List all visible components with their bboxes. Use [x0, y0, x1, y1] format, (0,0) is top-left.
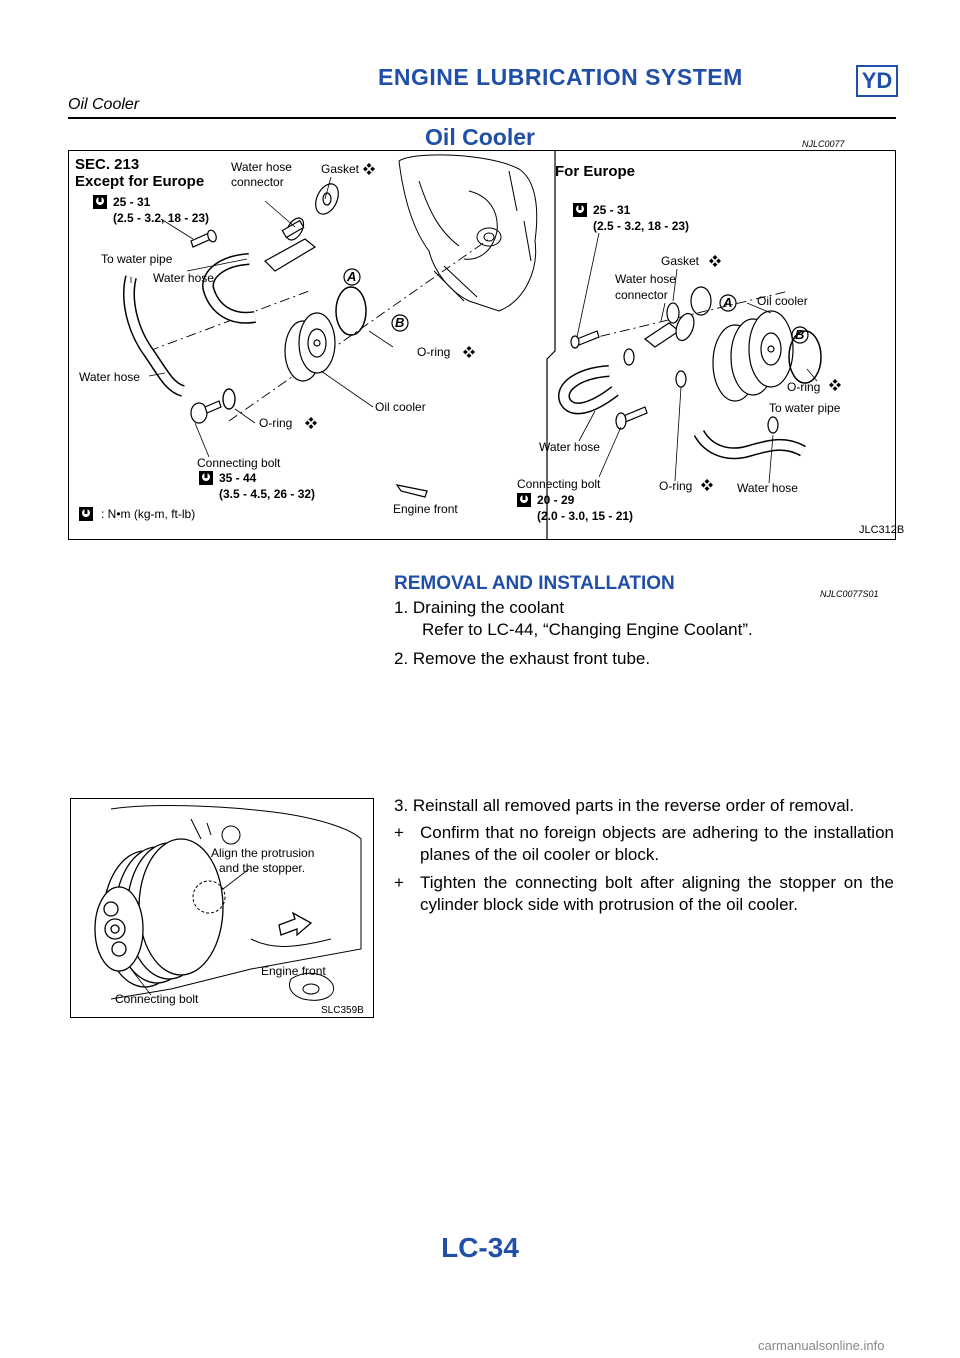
header-rule	[68, 117, 896, 119]
label-o-ring-r2: O-ring	[659, 479, 693, 493]
torque-icon	[199, 471, 213, 485]
label-o-ring-large: O-ring	[417, 345, 451, 359]
torque-icon	[517, 493, 531, 507]
mark-a-r: A	[723, 295, 733, 310]
bullet-mark: +	[394, 873, 404, 892]
torque-left-top-2: (2.5 - 3.2, 18 - 23)	[113, 211, 210, 225]
label-align-1: Align the protrusion	[211, 846, 315, 860]
label-to-water-pipe: To water pipe	[101, 252, 173, 266]
oil-cooler-alignment-diagram	[70, 798, 374, 1018]
mark-a: A	[347, 269, 357, 284]
header-title: ENGINE LUBRICATION SYSTEM	[378, 64, 743, 90]
removal-title: REMOVAL AND INSTALLATION	[394, 573, 675, 594]
torque-icon	[573, 203, 587, 217]
removal-code: NJLC0077S01	[820, 589, 879, 599]
watermark-text: carmanualsonline.info	[758, 1338, 885, 1353]
non-reusable-icon	[363, 163, 375, 175]
torque-right-top-2: (2.5 - 3.2, 18 - 23)	[593, 219, 690, 233]
sec-label: SEC. 213	[75, 156, 140, 173]
bullet-text: Tighten the connecting bolt after aligning the stopper on the cylinder block side with protrusion of the oil cooler.	[420, 873, 894, 914]
torque-legend: : N•m (kg-m, ft-lb)	[101, 507, 196, 521]
torque-icon	[79, 507, 93, 521]
page-number: LC-34	[441, 1232, 519, 1263]
torque-right-bottom-1: 20 - 29	[537, 493, 575, 507]
bullet-mark: +	[394, 823, 404, 842]
header-subtitle: Oil Cooler	[68, 96, 140, 113]
right-title: For Europe	[555, 163, 636, 180]
label-engine-front: Engine front	[393, 502, 458, 516]
non-reusable-icon	[701, 479, 713, 491]
label-o-ring-r: O-ring	[787, 380, 821, 394]
left-title: Except for Europe	[75, 173, 205, 190]
label-connecting-bolt-2: Connecting bolt	[115, 992, 199, 1006]
torque-left-top-1: 25 - 31	[113, 195, 151, 209]
label-to-water-pipe-r: To water pipe	[769, 401, 841, 415]
label-water-hose-left: Water hose	[79, 370, 140, 384]
label-engine-front-2: Engine front	[261, 964, 326, 978]
label-water-hose: Water hose	[153, 271, 214, 285]
label-align-2: and the stopper.	[219, 861, 306, 875]
figure2-code: SLC359B	[321, 1005, 364, 1016]
non-reusable-icon	[709, 255, 721, 267]
label-water-hose-connector-r2: connector	[615, 288, 668, 302]
label-water-hose-connector-r1: Water hose	[615, 272, 676, 286]
section-title: Oil Cooler	[425, 124, 535, 150]
mark-b: B	[395, 315, 405, 330]
torque-icon	[93, 195, 107, 209]
step-3: 3. Reinstall all removed parts in the reverse order of removal.	[394, 796, 855, 815]
section-code: NJLC0077	[802, 139, 845, 149]
oil-cooler-exploded-diagram	[68, 150, 905, 540]
label-o-ring-small: O-ring	[259, 416, 293, 430]
figure1-code: JLC312B	[859, 524, 905, 536]
non-reusable-icon	[829, 379, 841, 391]
step-1-reference: Refer to LC-44, “Changing Engine Coolant”.	[422, 620, 753, 639]
bullet-item	[394, 872, 894, 916]
non-reusable-icon	[305, 417, 317, 429]
label-connecting-bolt: Connecting bolt	[197, 456, 281, 470]
label-water-hose-connector-2: connector	[231, 175, 284, 189]
engine-code-badge: YD	[856, 65, 898, 97]
torque-left-bottom-1: 35 - 44	[219, 471, 257, 485]
step-2: 2. Remove the exhaust front tube.	[394, 649, 651, 668]
label-water-hose-r: Water hose	[539, 440, 600, 454]
label-oil-cooler-r: Oil cooler	[757, 294, 808, 308]
mark-b-r: B	[795, 327, 805, 342]
torque-right-top-1: 25 - 31	[593, 203, 631, 217]
label-water-hose-r2: Water hose	[737, 481, 798, 495]
step-1: 1. Draining the coolant	[394, 598, 565, 617]
torque-right-bottom-2: (2.0 - 3.0, 15 - 21)	[537, 509, 634, 523]
label-oil-cooler: Oil cooler	[375, 400, 426, 414]
label-water-hose-connector-1: Water hose	[231, 160, 292, 174]
bullet-item	[394, 822, 894, 866]
label-gasket: Gasket	[321, 162, 360, 176]
non-reusable-icon	[463, 346, 475, 358]
torque-left-bottom-2: (3.5 - 4.5, 26 - 32)	[219, 487, 316, 501]
label-connecting-bolt-r: Connecting bolt	[517, 477, 601, 491]
bullet-text: Confirm that no foreign objects are adhering to the installation planes of the oil cooler or block.	[420, 823, 894, 864]
label-gasket-r: Gasket	[661, 254, 700, 268]
